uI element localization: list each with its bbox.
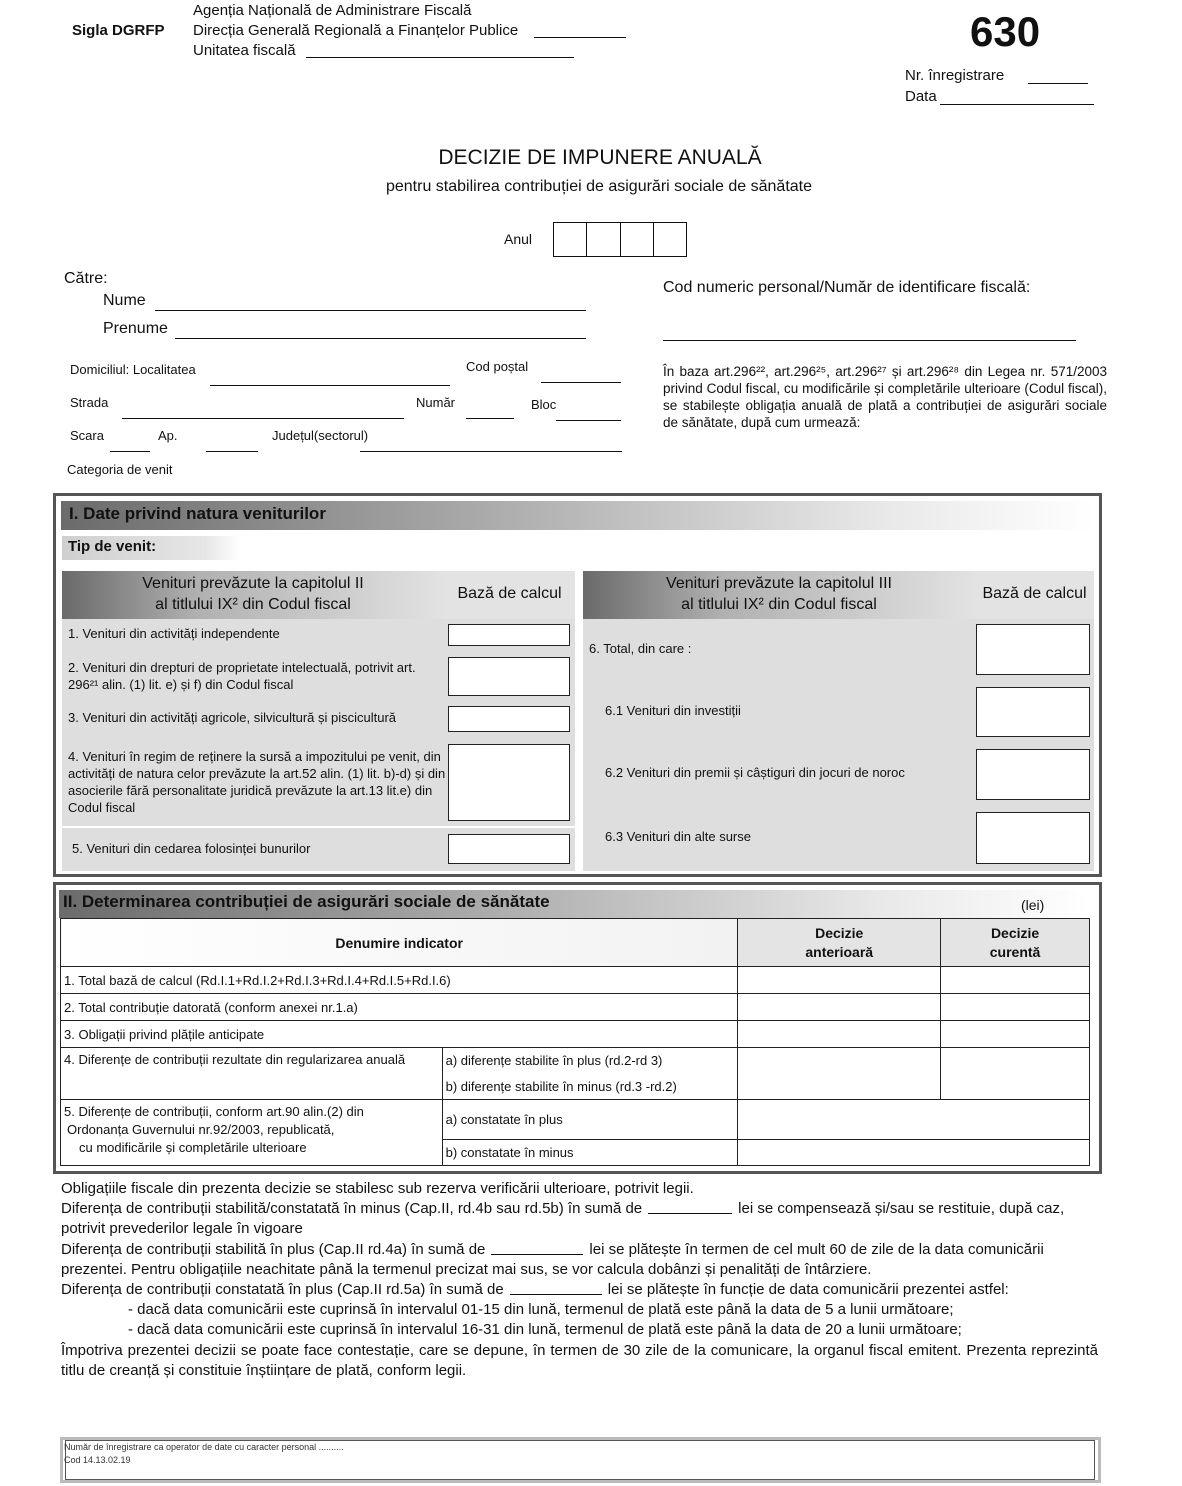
left-row-4-input[interactable] xyxy=(448,744,570,821)
right-header-line2: al titlului IX² din Codul fiscal xyxy=(681,596,877,613)
right-header-line1: Venituri prevăzute la capitolul III xyxy=(666,575,892,592)
left-table-header xyxy=(62,571,444,619)
postal-code-field[interactable] xyxy=(541,365,621,383)
right-row-6-3-input[interactable] xyxy=(976,812,1090,864)
unit-label: Unitatea fiscală xyxy=(193,42,296,59)
name-field[interactable] xyxy=(155,292,586,311)
cnp-field[interactable] xyxy=(663,322,1076,341)
cnp-label: Cod numeric personal/Număr de identificare fiscală: xyxy=(663,279,1031,296)
note-4-line1 xyxy=(61,1280,1098,1300)
page-subtitle: pentru stabilirea contribuției de asigurări sociale de sănătate xyxy=(385,178,813,195)
note-5: Împotriva prezentei decizii se poate face contestație, care se depune, în termen de 30 zile de la comunicare, la organul fiscal emitent. Prezenta reprezintă titlu de creanță și constituie înștiințare de plată, conform legii. xyxy=(61,1342,1098,1379)
determination-table xyxy=(60,918,1090,1166)
row3-previous[interactable] xyxy=(738,1021,941,1048)
left-row-2: 2. Venituri din drepturi de proprietate intelectuală, potrivit art. 296²¹ alin. (1) lit. e) și f) din Codul fiscal xyxy=(68,660,416,692)
row4-current[interactable] xyxy=(941,1048,1090,1100)
number-field[interactable] xyxy=(466,401,514,419)
note-2-amount[interactable] xyxy=(648,1199,732,1214)
note-bullet-2: - dacă data comunicării este cuprinsă în intervalul 16-31 din lună, termenul de plată este până la data de 20 a lunii următoare; xyxy=(128,1321,962,1338)
page-title: DECIZIE DE IMPUNERE ANUALĂ xyxy=(438,146,762,169)
note-bullet-1: - dacă data comunicării este cuprinsă în intervalul 01-15 din lună, termenul de plată este până la data de 5 a lunii următoare; xyxy=(128,1301,954,1318)
street-label: Strada xyxy=(70,395,109,410)
footer-line2: Cod 14.13.02.19 xyxy=(64,1455,131,1465)
right-row-6-3: 6.3 Venituri din alte surse xyxy=(605,829,751,844)
left-row-3: 3. Venituri din activități agricole, silvicultură și piscicultură xyxy=(68,710,397,725)
row4-previous[interactable] xyxy=(738,1048,941,1100)
logo-label: Sigla DGRFP xyxy=(72,22,165,39)
left-base-header: Bază de calcul xyxy=(444,571,575,619)
section2-title: II. Determinarea contribuției de asigurări sociale de sănătate xyxy=(59,890,1090,918)
locality-field[interactable] xyxy=(210,368,450,386)
block-field[interactable] xyxy=(556,403,621,421)
income-type-label: Tip de venit: xyxy=(62,536,241,560)
row5b-label: b) constatate în minus xyxy=(442,1140,738,1166)
note-3-text-b: lei se plătește în termen de cel mult 60 de zile de la data comunicării xyxy=(589,1241,1044,1258)
directorate-name: Direcția Generală Regională a Finanțelor Publice xyxy=(193,22,519,39)
postal-code-label: Cod poștal xyxy=(466,359,529,374)
county-field[interactable] xyxy=(360,434,622,452)
row5-line1: 5. Diferențe de contribuții, conform art.90 alin.(2) din xyxy=(64,1104,364,1119)
row1-current[interactable] xyxy=(941,967,1090,994)
row2-previous[interactable] xyxy=(738,994,941,1021)
row4-label: 4. Diferențe de contribuții rezultate din regularizarea anuală xyxy=(61,1048,443,1100)
form-number: 630 xyxy=(970,8,1041,55)
note-2-text-b: lei se compensează și/sau se restituie, după caz, xyxy=(738,1200,1065,1217)
year-label: Anul xyxy=(504,231,533,247)
left-header-line1: Venituri prevăzute la capitolul II xyxy=(142,575,364,592)
left-row-3-input[interactable] xyxy=(448,706,570,732)
col-current-header xyxy=(941,919,1090,967)
row1-label: 1. Total bază de calcul (Rd.I.1+Rd.I.2+Rd.I.3+Rd.I.4+Rd.I.5+Rd.I.6) xyxy=(61,967,738,994)
left-row-1: 1. Venituri din activități independente xyxy=(68,626,280,641)
number-label: Număr xyxy=(416,395,456,410)
left-row-5: 5. Venituri din cedarea folosinței bunurilor xyxy=(72,841,311,856)
right-row-6-1-input[interactable] xyxy=(976,687,1090,737)
date-label: Data xyxy=(905,88,937,105)
table-row xyxy=(61,1100,1090,1140)
firstname-label: Prenume xyxy=(103,320,168,337)
note-2-line1 xyxy=(61,1199,1098,1219)
left-row-2-input[interactable] xyxy=(448,657,570,696)
row5-label xyxy=(61,1100,443,1166)
note-3-amount[interactable] xyxy=(491,1240,583,1255)
domicile-label: Domiciliul: Localitatea xyxy=(70,362,196,377)
left-row-4: 4. Venituri în regim de reținere la sursă a impozitului pe venit, din activități de natura celor prevăzute la art.52 alin. (1) lit. b)-d) și din asocierile fără personalitate juridică prevăzute la art.13 lit.e) din Codul fiscal xyxy=(68,749,446,815)
row3-current[interactable] xyxy=(941,1021,1090,1048)
to-label: Către: xyxy=(64,270,108,287)
staircase-label: Scara xyxy=(70,428,104,443)
date-field[interactable] xyxy=(940,88,1094,105)
right-row-6-input[interactable] xyxy=(976,624,1090,675)
unit-field[interactable] xyxy=(306,42,574,58)
legal-basis-text: În baza art.296²², art.296²⁵, art.296²⁷ și art.296²⁸ din Legea nr. 571/2003 privind Codul fiscal, cu modificările și completările ulterioare (Codul fiscal), se stabilește obligația anuală de plată a contribuției de asigurări sociale de sănătate, după cum urmează: xyxy=(663,364,1107,430)
year-input[interactable] xyxy=(553,222,687,257)
left-row-divider xyxy=(62,826,575,828)
county-label: Județul(sectorul) xyxy=(272,428,369,443)
street-field[interactable] xyxy=(122,401,404,419)
income-category-label: Categoria de venit xyxy=(67,462,173,477)
row4b-label: b) diferențe stabilite în minus (rd.3 -rd.2) xyxy=(442,1074,738,1100)
col-previous-header xyxy=(738,919,941,967)
col-indicator-header: Denumire indicator xyxy=(61,919,738,967)
reg-number-label: Nr. înregistrare xyxy=(905,67,1005,84)
row5-line3: cu modificările și completările ulterioare xyxy=(79,1140,307,1155)
col-previous-line1: Decizie xyxy=(815,924,864,941)
block-label: Bloc xyxy=(531,397,557,412)
left-header-line2: al titlului IX² din Codul fiscal xyxy=(155,596,351,613)
right-base-header: Bază de calcul xyxy=(975,571,1094,619)
note-4-text-a: Diferența de contribuții constatată în plus (Cap.II rd.5a) în sumă de xyxy=(61,1281,504,1298)
right-table-header xyxy=(583,571,975,619)
note-1: Obligațiile fiscale din prezenta decizie se stabilesc sub rezerva verificării ulterioare, potrivit legii. xyxy=(61,1180,694,1197)
table-row xyxy=(61,967,1090,994)
reg-number-field[interactable] xyxy=(1028,67,1088,84)
right-row-6-2: 6.2 Venituri din premii și câștiguri din jocuri de noroc xyxy=(605,765,905,780)
left-row-5-input[interactable] xyxy=(448,834,570,864)
right-row-6-1: 6.1 Venituri din investiții xyxy=(605,703,741,718)
row5-line2: Ordonanța Guvernului nr.92/2003, republicată, xyxy=(67,1122,335,1137)
right-row-6-2-input[interactable] xyxy=(976,749,1090,800)
col-current-line2: curentă xyxy=(989,943,1041,960)
left-row-1-input[interactable] xyxy=(448,624,570,646)
col-current-line1: Decizie xyxy=(990,924,1040,941)
row4a-label: a) diferențe stabilite în plus (rd.2-rd 3) xyxy=(442,1048,738,1074)
row5b-value[interactable] xyxy=(738,1140,1090,1166)
staircase-field[interactable] xyxy=(110,434,150,452)
table-row xyxy=(61,994,1090,1021)
agency-name: Agenția Națională de Administrare Fiscală xyxy=(193,2,472,19)
note-3-text-a: Diferența de contribuții stabilită în plus (Cap.II rd.4a) în sumă de xyxy=(61,1241,486,1258)
row5a-value[interactable] xyxy=(738,1100,1090,1140)
table-row xyxy=(61,1048,1090,1074)
row2-current[interactable] xyxy=(941,994,1090,1021)
note-2-line2: potrivit prevederilor legale în vigoare xyxy=(61,1220,303,1237)
col-previous-line2: anterioară xyxy=(805,943,874,960)
directorate-field[interactable] xyxy=(534,22,626,38)
row1-previous[interactable] xyxy=(738,967,941,994)
apartment-field[interactable] xyxy=(206,434,258,452)
footer-line1: Număr de înregistrare ca operator de date cu caracter personal .......... xyxy=(64,1442,344,1452)
note-3-line1 xyxy=(61,1240,1098,1260)
note-4-text-b: lei se plătește în funcție de data comunicării prezentei astfel: xyxy=(607,1281,1009,1298)
row3-label: 3. Obligații privind plățile anticipate xyxy=(61,1021,738,1048)
section2-unit: (lei) xyxy=(1021,897,1045,913)
row2-label: 2. Total contribuție datorată (conform anexei nr.1.a) xyxy=(61,994,738,1021)
apartment-label: Ap. xyxy=(158,428,178,443)
table-row xyxy=(61,1021,1090,1048)
name-label: Nume xyxy=(103,292,146,309)
row5a-label: a) constatate în plus xyxy=(442,1100,738,1140)
section1-title: I. Date privind natura veniturilor xyxy=(61,501,1096,530)
note-2-text-a: Diferența de contribuții stabilită/constatată în minus (Cap.II, rd.4b sau rd.5b) în sumă de xyxy=(61,1200,643,1217)
note-4-amount[interactable] xyxy=(510,1280,602,1295)
note-3-line2: prezentei. Pentru obligațiile neachitate până la termenul precizat mai sus, se vor calcula dobânzi și penalități de întârziere. xyxy=(61,1261,872,1278)
right-row-6: 6. Total, din care : xyxy=(589,641,692,656)
firstname-field[interactable] xyxy=(175,320,586,339)
